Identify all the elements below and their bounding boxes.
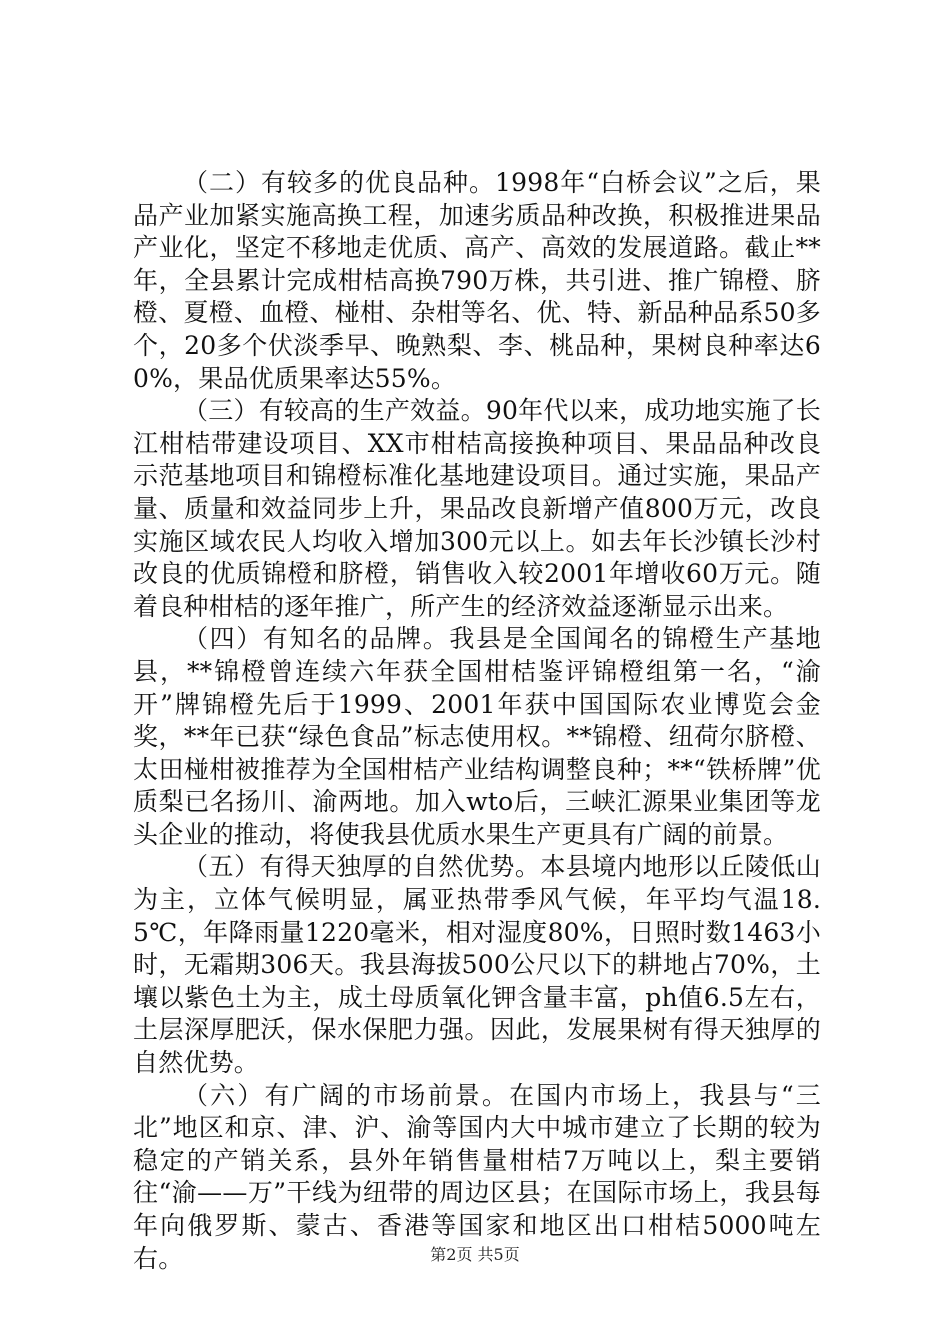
paragraph-famous-brand: （四）有知名的品牌。我县是全国闻名的锦橙生产基地县，**锦橙曾连续六年获全国柑桔鉴评锦橙组第一名，“渝开”牌锦橙先后于1999、2001年获中国国际农业博览会金奖，**年已获“绿色食品”标志使用权。**锦橙、纽荷尔脐橙、太田椪柑被推荐为全国柑桔产业结构调整良种；**“铁桥牌”优质梨已名扬川、渝两地。加入wto后，三峡汇源果业集团等龙头企业的推动，将使我县优质水果生产更具有广阔的前景。 xyxy=(133,624,821,849)
paragraph-natural-advantage: （五）有得天独厚的自然优势。本县境内地形以丘陵低山为主，立体气候明显，属亚热带季风气候，年平均气温18.5℃，年降雨量1220毫米，相对湿度80%，日照时数1463小时，无霜期306天。我县海拔500公尺以下的耕地占70%，土壤以紫色土为主，成土母质氧化钾含量丰富，ph值6.5左右，土层深厚肥沃，保水保肥力强。因此，发展果树有得天独厚的自然优势。 xyxy=(133,852,821,1078)
paragraph-improved-varieties: （二）有较多的优良品种。1998年“白桥会议”之后，果品产业加紧实施高换工程，加速劣质品种改换，积极推进果品产业化，坚定不移地走优质、高产、高效的发展道路。截止**年，全县累计完成柑桔高换790万株，共引进、推广锦橙、脐橙、夏橙、血橙、椪柑、杂柑等名、优、特、新品种品系50多个，20多个伏淡季早、晚熟梨、李、桃品种，果树良种率达60%，果品优质果率达55%。 xyxy=(133,168,821,393)
paragraph-market-prospect: （六）有广阔的市场前景。在国内市场上，我县与“三北”地区和京、津、沪、渝等国内大中城市建立了长期的较为稳定的产销关系，县外年销售量柑桔7万吨以上，梨主要销往“渝——万”干线为纽带的周边区县；在国际市场上，我县每年向俄罗斯、蒙古、香港等国家和地区出口柑桔5000吨左右。 xyxy=(133,1080,821,1273)
document-body xyxy=(133,167,821,1275)
page-number-footer: 第2页 共5页 xyxy=(430,1245,520,1264)
paragraph-production-benefit: （三）有较高的生产效益。90年代以来，成功地实施了长江柑桔带建设项目、XX市柑桔高接换种项目、果品品种改良示范基地项目和锦橙标准化基地建设项目。通过实施，果品产量、质量和效益同步上升，果品改良新增产值800万元，改良实施区域农民人均收入增加300元以上。如去年长沙镇长沙村改良的优质锦橙和脐橙，销售收入较2001年增收60万元。随着良种柑桔的逐年推广，所产生的经济效益逐渐显示出来。 xyxy=(133,396,821,621)
